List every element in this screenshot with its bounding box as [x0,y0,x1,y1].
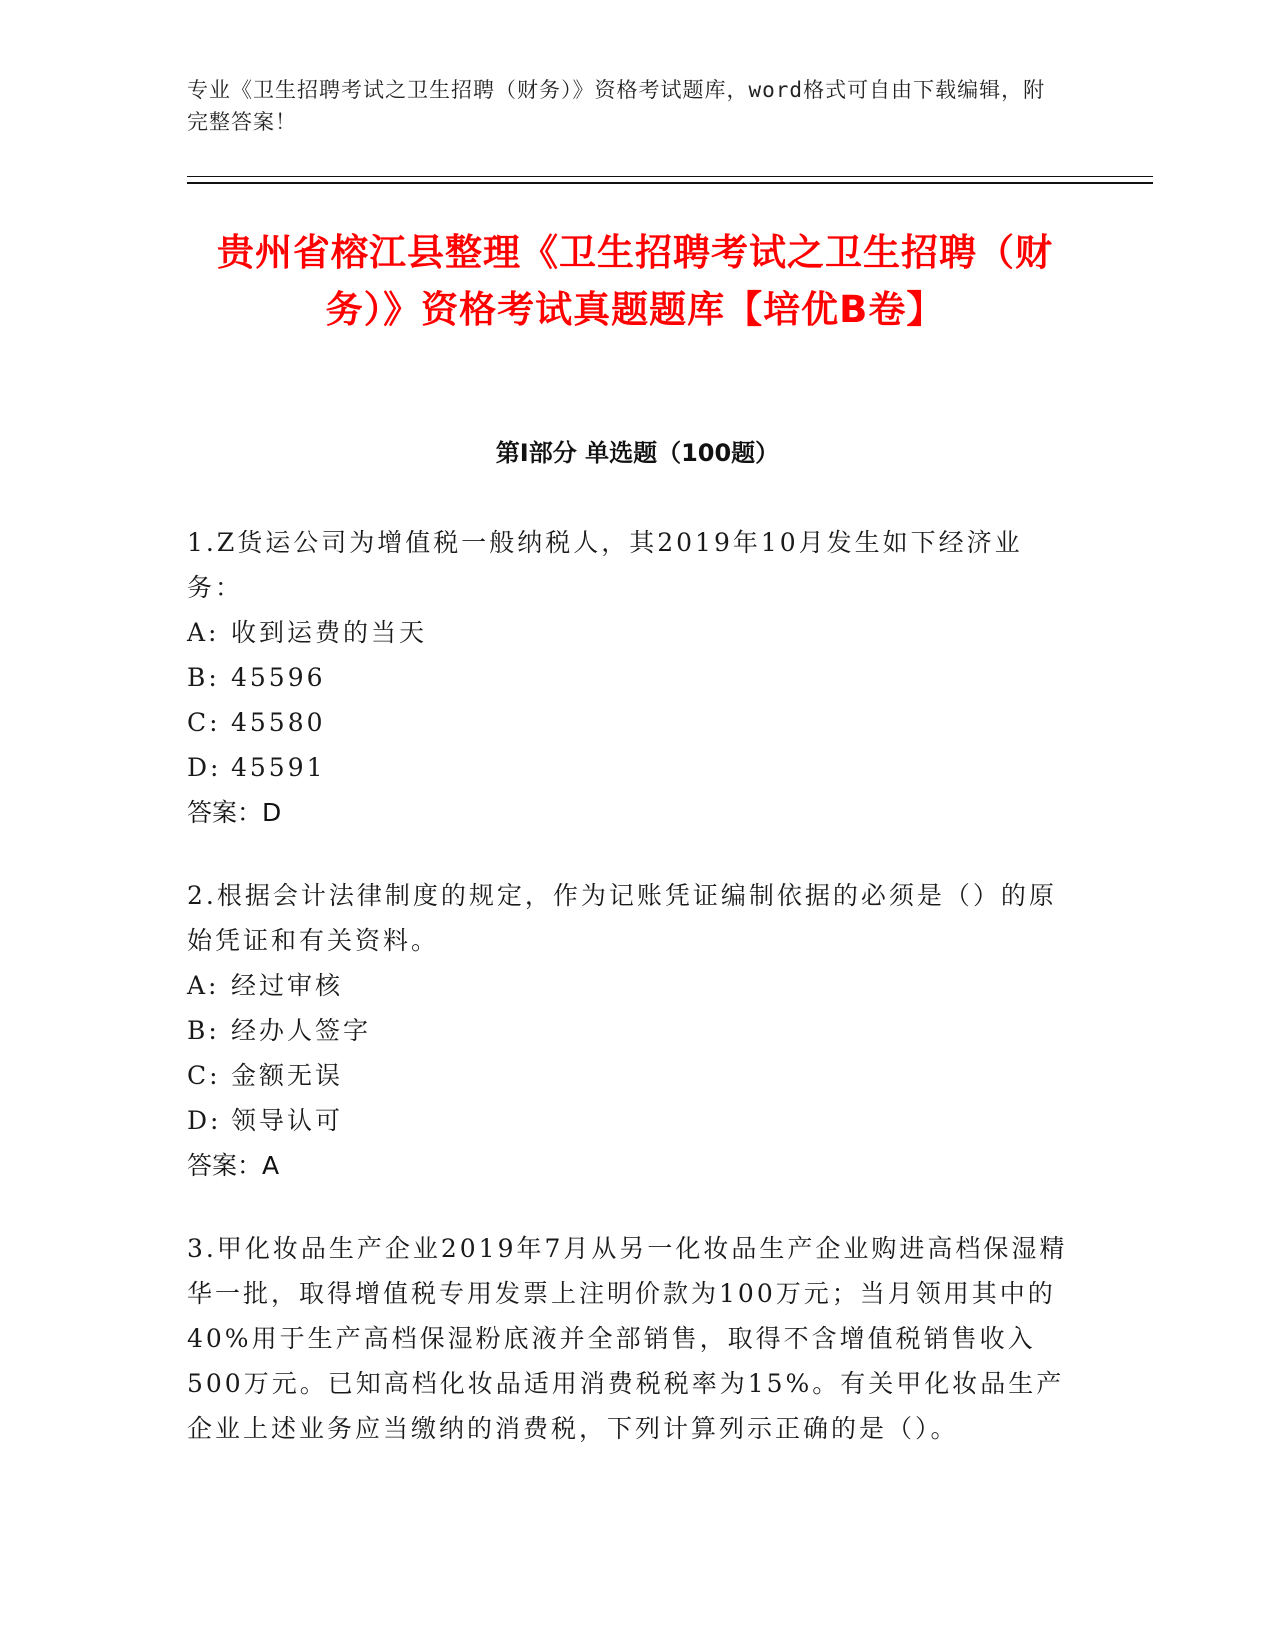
header-rule-thin [187,176,1153,177]
option-key: B: [187,663,220,692]
option-b [187,1008,1077,1053]
question-list [187,520,1077,1489]
option-a [187,610,1077,655]
option-text: 金额无误 [231,1061,344,1090]
answer-line [187,790,1077,835]
header-rule-thick [187,182,1153,184]
answer-value: D [262,798,282,827]
option-text: 45591 [231,753,326,782]
option-d [187,1098,1077,1143]
answer-line [187,1143,1077,1188]
option-text: 领导认可 [231,1106,344,1135]
question-2 [187,873,1077,1188]
option-text: 45580 [231,708,326,737]
question-1 [187,520,1077,835]
option-b [187,655,1077,700]
answer-value: A [262,1151,280,1180]
question-stem: 3.甲化妆品生产企业2019年7月从另一化妆品生产企业购进高档保湿精华一批，取得增值税专用发票上注明价款为100万元；当月领用其中的40%用于生产高档保湿粉底液并全部销售，取得不含增值税销售收入500万元。已知高档化妆品适用消费税税率为15%。有关甲化妆品生产企业上述业务应当缴纳的消费税，下列计算列示正确的是（）。 [187,1234,1068,1443]
option-text: 45596 [231,663,326,692]
question-stem: 1.Z货运公司为增值税一般纳税人，其2019年10月发生如下经济业务： [187,528,1023,602]
option-key: D: [187,753,222,782]
option-d [187,745,1077,790]
option-text: 收到运费的当天 [231,618,428,647]
answer-prefix: 答案： [187,1151,263,1180]
answer-prefix: 答案： [187,798,263,827]
question-3 [187,1226,1077,1451]
option-key: A: [187,618,220,647]
document-title: 贵州省榕江县整理《卫生招聘考试之卫生招聘（财务）》资格考试真题题库【培优B卷】 [217,231,1053,331]
question-stem: 2.根据会计法律制度的规定，作为记账凭证编制依据的必须是（）的原始凭证和有关资料。 [187,881,1057,955]
option-key: C: [187,1061,221,1090]
option-key: D: [187,1106,222,1135]
option-text: 经过审核 [231,971,344,1000]
option-key: C: [187,708,221,737]
option-key: A: [187,971,220,1000]
option-c [187,700,1077,745]
option-key: B: [187,1016,220,1045]
option-text: 经办人签字 [231,1016,372,1045]
header-note: 专业《卫生招聘考试之卫生招聘（财务）》资格考试题库，word格式可自由下载编辑，附完整答案！ [187,78,1046,134]
option-c [187,1053,1077,1098]
section-title: 第I部分 单选题（100题） [495,439,780,467]
option-a [187,963,1077,1008]
